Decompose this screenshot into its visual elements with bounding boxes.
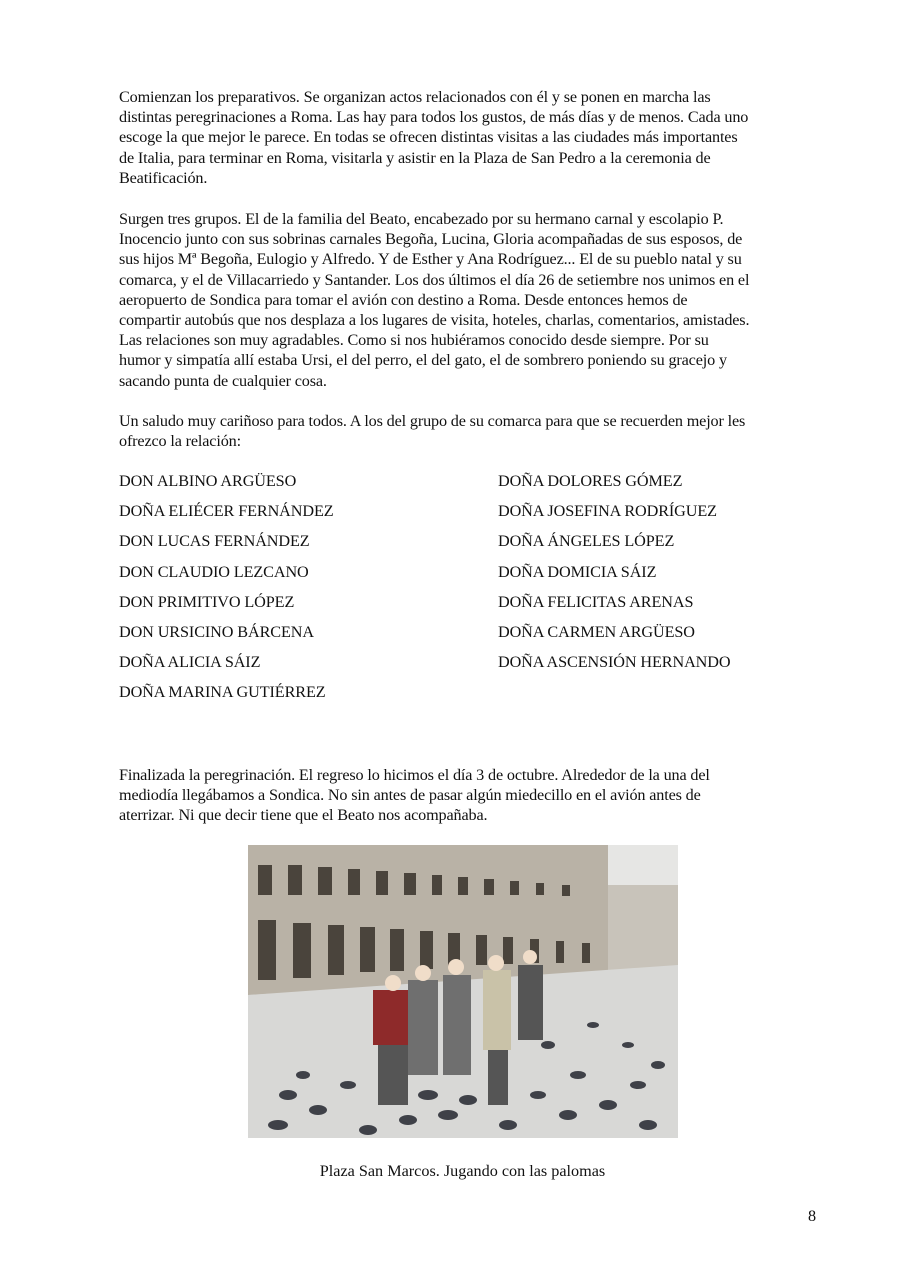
name-item: DOÑA JOSEFINA RODRÍGUEZ xyxy=(498,502,717,520)
name-item: DOÑA ÁNGELES LÓPEZ xyxy=(498,532,675,550)
name-item: DON ALBINO ARGÜESO xyxy=(119,472,297,490)
name-item: DOÑA DOLORES GÓMEZ xyxy=(498,472,683,490)
photo-plaza-san-marcos xyxy=(248,845,678,1138)
name-item: DON CLAUDIO LEZCANO xyxy=(119,563,309,581)
name-item: DOÑA DOMICIA SÁIZ xyxy=(498,563,657,581)
name-item: DON PRIMITIVO LÓPEZ xyxy=(119,593,295,611)
paragraph-preparativos: Comienzan los preparativos. Se organizan actos relacionados con él y se ponen en marcha las distintas peregrinaciones a Roma. Las hay para todos los gustos, de más días y de menos. Cada uno escoge la que mejor le parece. En todas se ofrecen distintas visitas a las ciudades más importantes de Italia, para terminar en Roma, visitarla y asistir en la Plaza de San Pedro a la ceremonia de Beatificación. xyxy=(119,88,749,187)
page-number: 8 xyxy=(808,1207,817,1225)
name-item: DOÑA ELIÉCER FERNÁNDEZ xyxy=(119,502,334,520)
paragraph-grupos: Surgen tres grupos. El de la familia del Beato, encabezado por su hermano carnal y escolapio P. Inocencio junto con sus sobrinas carnales Begoña, Lucina, Gloria acompañadas de sus esposos, de sus hijos Mª Begoña, Eulogio y Alfredo. Y de Esther y Ana Rodríguez... El de su pueblo natal y su comarca, y el de Villacarriedo y Santander. Los dos últimos el día 26 de setiembre nos unimos en el aeropuerto de Sondica para tomar el avión con destino a Roma. Desde entonces hemos de compartir autobús que nos desplaza a los lugares de visita, hoteles, charlas, comentarios, amistades. Las relaciones son muy agradables. Como si nos hubiéramos conocido desde siempre. Por su humor y simpatía allí estaba Ursi, el del perro, el del gato, el de sombrero poniendo su gracejo y sacando punta de cualquier cosa. xyxy=(119,210,750,390)
name-item: DON LUCAS FERNÁNDEZ xyxy=(119,532,310,550)
name-item: DON URSICINO BÁRCENA xyxy=(119,623,314,641)
name-item: DOÑA ALICIA SÁIZ xyxy=(119,653,261,671)
photo-caption: Plaza San Marcos. Jugando con las palomas xyxy=(319,1162,606,1180)
paragraph-regreso: Finalizada la peregrinación. El regreso lo hicimos el día 3 de octubre. Alrededor de la una del mediodía llegábamos a Sondica. No sin antes de pasar algún miedecillo en el avión antes de aterrizar. Ni que decir tiene que el Beato nos acompañaba. xyxy=(119,766,710,825)
name-item: DOÑA ASCENSIÓN HERNANDO xyxy=(498,653,731,671)
name-item: DOÑA FELICITAS ARENAS xyxy=(498,593,694,611)
name-item: DOÑA MARINA GUTIÉRREZ xyxy=(119,683,326,701)
paragraph-saludo: Un saludo muy cariñoso para todos. A los del grupo de su comarca para que se recuerden mejor les ofrezco la relación: xyxy=(119,412,746,451)
name-item: DOÑA CARMEN ARGÜESO xyxy=(498,623,695,641)
